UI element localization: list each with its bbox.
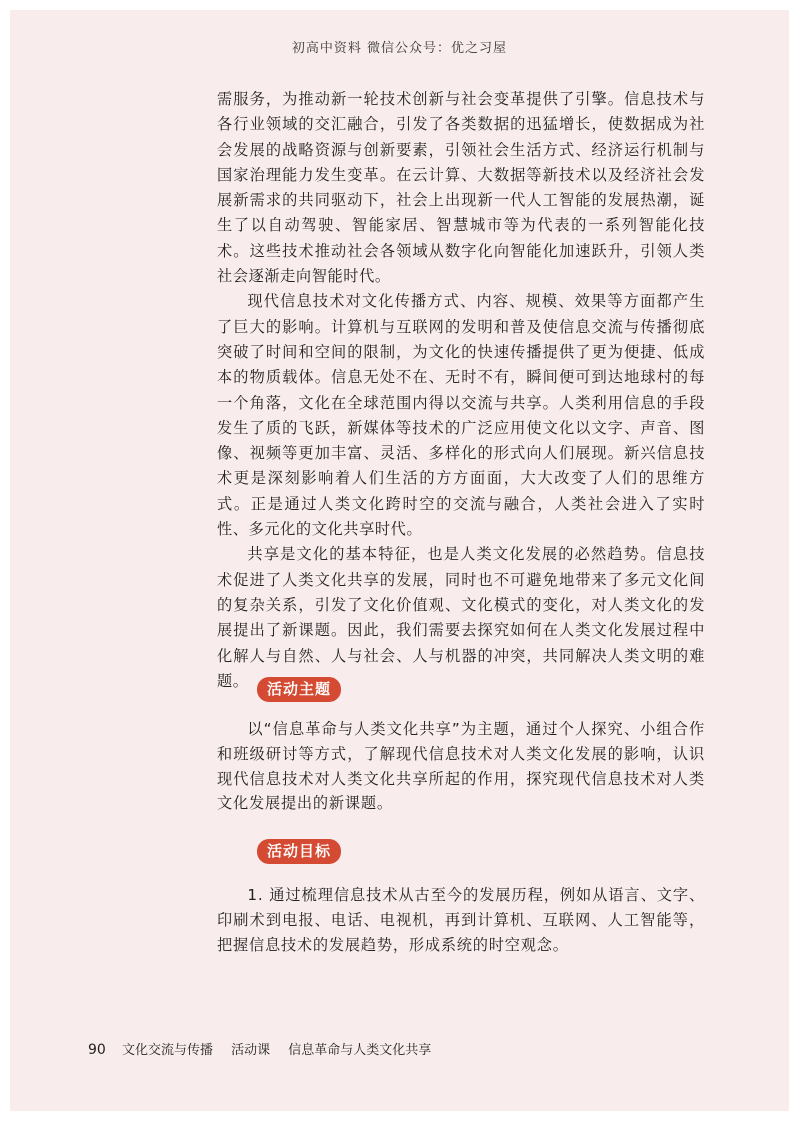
footer-lesson: 信息革命与人类文化共享 xyxy=(288,1043,432,1058)
paragraph: 现代信息技术对文化传播方式、内容、规模、效果等方面都产生了巨大的影响。计算机与互联网的发明和普及使信息交流与传播彻底突破了时间和空间的限制，为文化的快速传播提供了更为便捷、低成本的物质载体。信息无处不在、无时不有，瞬间便可到达地球村的每一个角落，文化在全球范围内得以交流与共享。人类利用信息的手段发生了质的飞跃，新媒体等技术的广泛应用使文化以文字、声音、图像、视频等更加丰富、灵活、多样化的形式向人们展现。新兴信息技术更是深刻影响着人们生活的方方面面，大大改变了人们的思维方式。正是通过人类文化跨时空的交流与融合，人类社会进入了实时性、多元化的文化共享时代。 xyxy=(217,292,705,539)
activity-theme-text xyxy=(217,717,705,816)
footer-book: 文化交流与传播 xyxy=(121,1043,213,1058)
section-heading-activity-theme: 活动主题 xyxy=(257,677,341,702)
page-header: 初高中资料 微信公众号：优之习屋 xyxy=(291,41,508,56)
section-heading-activity-goals: 活动目标 xyxy=(257,839,341,864)
page-footer xyxy=(88,1039,431,1058)
activity-goals-text xyxy=(217,883,705,957)
footer-unit: 活动课 xyxy=(231,1043,271,1058)
paragraph: 1. 通过梳理信息技术从古至今的发展历程，例如从语言、文字、印刷术到电报、电话、电视机，再到计算机、互联网、人工智能等，把握信息技术的发展趋势，形成系统的时空观念。 xyxy=(217,886,705,954)
page xyxy=(10,10,789,1111)
paragraph-continuation: 需服务，为推动新一轮技术创新与社会变革提供了引擎。信息技术与各行业领域的交汇融合，引发了各类数据的迅猛增长，使数据成为社会发展的战略资源与创新要素，引领社会生活方式、经济运行机制与国家治理能力发生变革。在云计算、大数据等新技术以及经济社会发展新需求的共同驱动下，社会上出现新一代人工智能的发展热潮，诞生了以自动驾驶、智能家居、智慧城市等为代表的一系列智能化技术。这些技术推动社会各领域从数字化向智能化加速跃升，引领人类社会逐渐走向智能时代。 xyxy=(217,90,705,286)
paragraph: 共享是文化的基本特征，也是人类文化发展的必然趋势。信息技术促进了人类文化共享的发展，同时也不可避免地带来了多元文化间的复杂关系，引发了文化价值观、文化模式的变化，对人类文化的发展提出了新课题。因此，我们需要去探究如何在人类文化发展过程中化解人与自然、人与社会、人与机器的冲突，共同解决人类文明的难题。 xyxy=(217,545,705,690)
body-text xyxy=(217,87,705,694)
paragraph: 以“信息革命与人类文化共享”为主题，通过个人探究、小组合作和班级研讨等方式，了解现代信息技术对人类文化发展的影响，认识现代信息技术对人类文化共享所起的作用，探究现代信息技术对人类文化发展提出的新课题。 xyxy=(217,720,705,813)
page-number: 90 xyxy=(88,1042,106,1058)
